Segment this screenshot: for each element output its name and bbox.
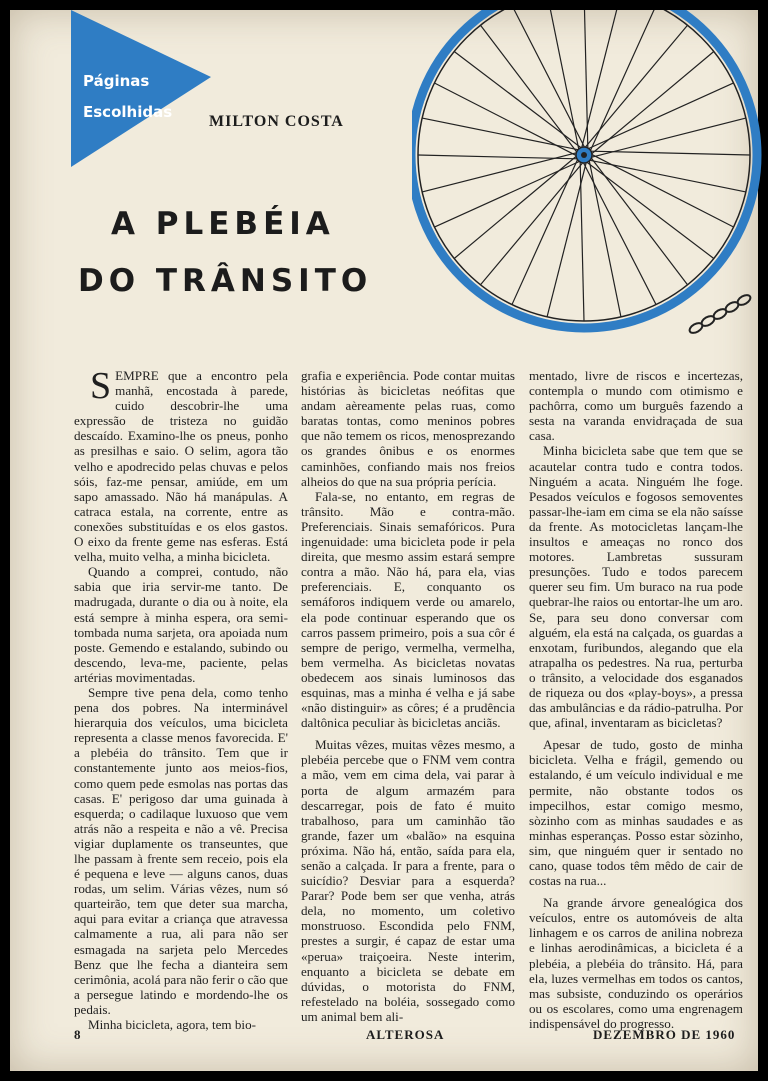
paper-sheet — [10, 10, 758, 1071]
paragraph: Quando a comprei, contudo, não sabia que iria servir-me tanto. De madrugada, durante o dia ou à noite, ela está sempre à minha espera, ora semi-tombada numa sarjeta, ora apoiada num poste. Gemendo e estalando, subindo ou descendo, leva-me, paciente, pelas artérias movimentadas. — [74, 564, 288, 685]
author-name: MILTON COSTA — [209, 113, 344, 130]
paragraph: mentado, livre de riscos e incertezas, contempla o mundo com otimismo e pachôrra, como um burguês fazendo a sesta na varanda envidraçada de sua casa. — [529, 368, 743, 444]
article-column-1 — [74, 365, 288, 1033]
wheel-spoke — [589, 83, 734, 149]
paragraph: Minha bicicleta, agora, tem bio- — [88, 1017, 256, 1033]
paragraph: Sempre tive pena dela, como tenho pena dos pobres. Na interminável hierarquia dos veículos, uma bicicleta representa a classe menos favorecida. E' a plebéia do trânsito. Tem que ir constantemente junto aos meios-fios, como quem pede esmolas nas portas das casas. E' perigoso dar uma guinada à esquerda; o cadilaque luxuoso que vem atrás não a respeita e não a vê. Precisa vigiar duplamente os transeuntes, que lhe passam à frente sem receio, pois ela é pequena e leve — alguns canos, duas rodas, um selim. Várias vêzes, num só quarteirão, tem que deter sua marcha, aqui para evitar a criança que atravessa calmamente a rua, ali para não ser esmagada na sarjeta pelo Mercedes Benz que lhe fecha a dianteira sem cerimônia, acolá para não ferir o cão que a persegue latindo e mordendo-lhe os pedais. — [74, 684, 288, 1017]
article-title-line2: DO TRÂNSITO — [78, 263, 373, 299]
paragraph: grafia e experiência. Pode contar muitas histórias às bicicletas neófitas que andam aèreamente pelas ruas, como baratas tontas, como meninos pobres que não temem os ricos, menosprezando os grandes ônibus e os enormes caminhões, confiando mais nos freios alheios do que na sua própria perícia. — [301, 368, 515, 489]
paragraph — [74, 365, 288, 565]
paragraph: Muitas vêzes, muitas vêzes mesmo, a plebéia percebe que o FNM vem contra a mão, vem em cima dela, vai parar à porta de algum armazém para descarregar, pois de fato é muito trabalhoso, para um caminhão tão grande, fazer um «balão» na esquina próxima. Não há, então, saída para ela, senão a calçada. Ir para a frente, para o suicídio? Desviar para a esquerda? Parar? Pode bem ser que venha, atrás dela, no momento, um coletivo monstruoso. Escondida pelo FNM, prestes a surgir, é capaz de estar uma «perua» traiçoeira. Neste interim, enquanto a bicicleta se debate em dúvidas, o motorista do FNM, refestelado na boléia, sossegado como um animal bem ali- — [301, 737, 515, 1024]
bicycle-wheel-illustration — [412, 10, 768, 355]
wheel-spoke — [434, 162, 579, 228]
wheel-spoke — [418, 155, 577, 159]
wheel-spoke — [592, 118, 746, 157]
magazine-name: ALTEROSA — [366, 1027, 445, 1042]
paragraph: Minha bicicleta sabe que tem que se acautelar contra tudo e contra todos. Ninguém a acata. Ninguém lhe foge. Pesados veículos e fogosos semoventes passar-lhe-iam em cima se ela não saísse da frente. As motocicletas lançam-lhe insultos e ameaças no ronco dos motores. Lambretas sussuram presunções. Tudo e todos parecem querer seu fim. Um buraco na rua pode quebrar-lhe raios ou entortar-lhe um aro. Se, para seu dono conversar com alguém, ela está na calçada, os guardas a enxotam, furibundos, alegando que ela atrapalha os pedestres. Na rua, perturba o trânsito, a velocidade dos esganados de riqueza ou dos «play-boys», a pressa das ambulâncias e da rádio-patrulha. Por que, afinal, inventaram as bicicletas? — [529, 443, 743, 731]
page-number: 8 — [74, 1027, 82, 1042]
drop-cap: S — [90, 365, 112, 407]
paragraph: Fala-se, no entanto, em regras de trânsito. Mão e contra-mão. Preferenciais. Sinais semafóricos. Pura ingenuidade: uma bicicleta pode ir pela direita, que mesmo assim estará sempre contra a mão. Não há, para ela, vias preferenciais. E, conquanto os semáforos indiquem verde ou amarelo, ela pode continuar esperando que os carros passem primeiro, pois a sua côr é sempre de perigo, vermelha, vermelha, bem vermelha. As bicicletas novatas obedecem aos sinais luminosos das esquinas, mas a minha é velha e já sabe «não distinguir» as côres; é a prudência daltônica peculiar às bicicletas anciãs. — [301, 488, 515, 731]
wheel-spoke — [434, 83, 576, 155]
article-column-3 — [529, 368, 743, 1031]
wheel-spoke — [547, 10, 579, 149]
wheel-spoke — [547, 163, 586, 317]
wheel-spoke — [592, 155, 734, 227]
article-column-2 — [301, 368, 515, 1024]
issue-date: DEZEMBRO DE 1960 — [593, 1027, 736, 1042]
paragraph: Na grande árvore genealógica dos veículos, entre os automóveis de alta linhagem e os carros de anilina nobreza e linhas aerodinâmicas, a bicicleta é a plebéia, a plebéia do trânsito. Há, para ela, luzes vermelhas em todos os cantos, mas subsiste, conduzindo os operários ou os escolares, como uma engrenagem indispensável do progresso. — [529, 895, 743, 1031]
paragraph: Apesar de tudo, gosto de minha bicicleta. Velha e frágil, gemendo ou estalando, é um veículo individual e me permite, não obstante todos os impecilhos, estar comigo mesmo, sòzinho com as minhas saudades e as minhas esperanças. Posso estar sòzinho, sim, que ninguém quer ir sentado no cano, quase todos têm mêdo de cair de costas na rua... — [529, 737, 743, 889]
paragraph-text: EMPRE que a encontro pela manhã, encostada à parede, cuido descobrir-lhe uma expressão de tristeza no guidão descaído. Examino-lhe os pneus, ponho as presilhas e saio. O selim, agora tão velho e apodrecido pelas chuvas e pelos sóis, faz-me pensar, amiúde, em um sapo amassado. Não há manápulas. A catraca estala, na corrente, entre as conexões substituídas e os elos gastos. O eixo da frente geme nas esferas. Está velha, muito velha, a minha bicicleta. — [74, 368, 288, 565]
section-label-line1: Páginas — [83, 72, 150, 90]
article-title-line1: A PLEBÉIA — [111, 206, 335, 242]
section-label-line2: Escolhidas — [83, 103, 173, 121]
